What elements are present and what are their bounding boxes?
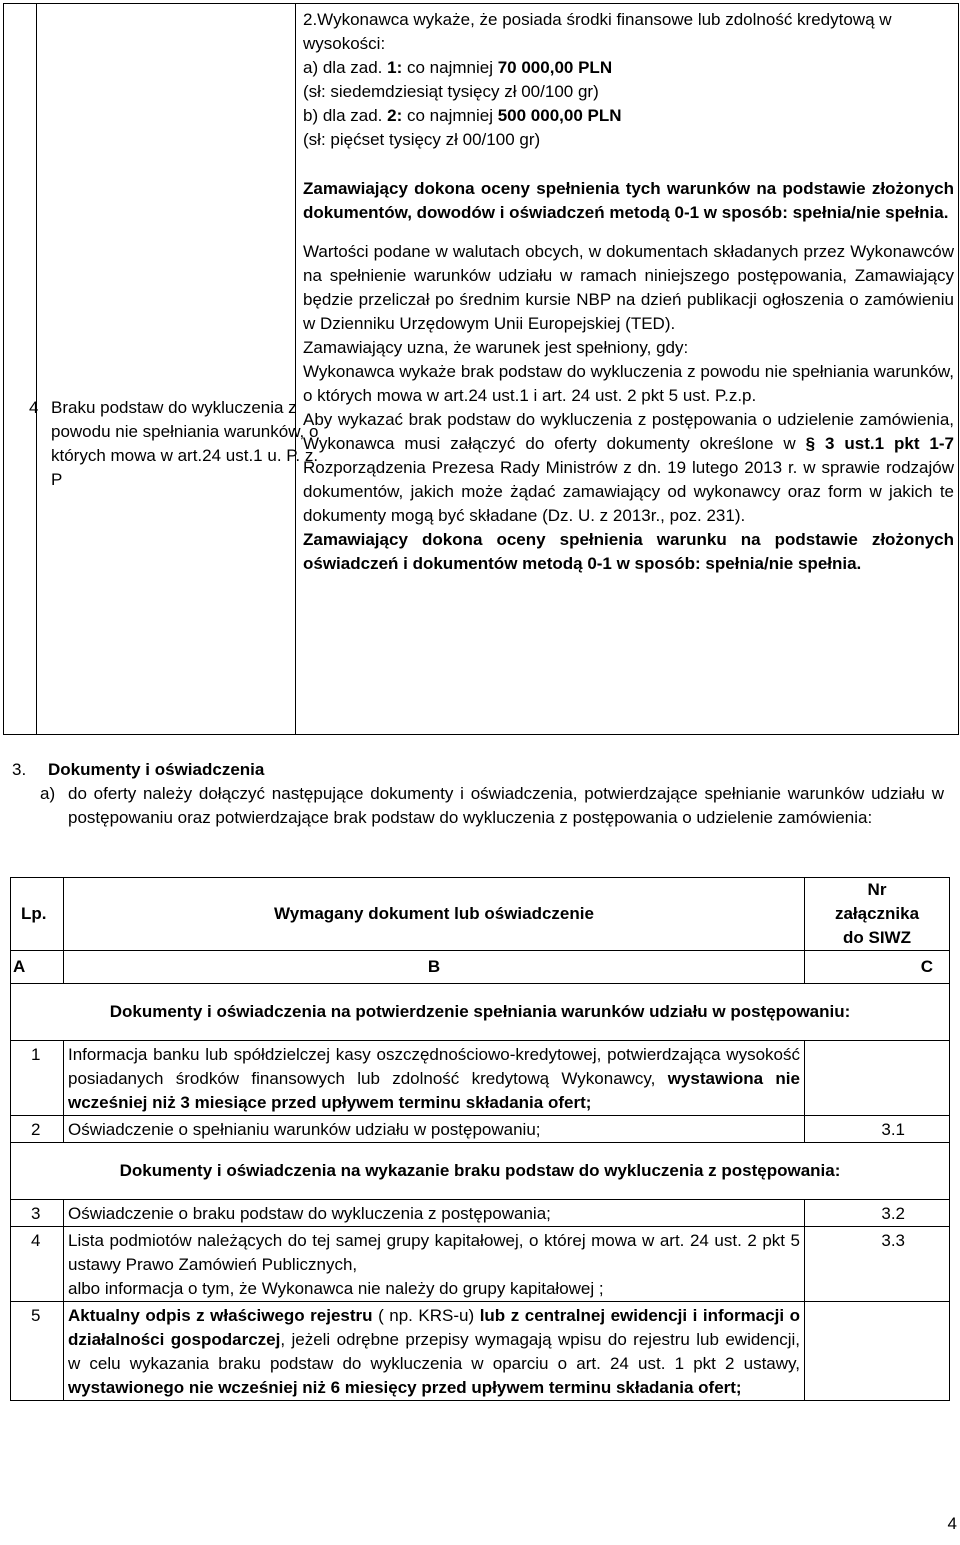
criteria-col-c [296, 4, 959, 735]
exclusion-condition: Wykonawca wykaże brak podstaw do wykluczenia z powodu nie spełniania warunków, o których mowa w art.24 ust.1 i art. 24 ust. 2 pkt 5 ust. P.z.p. [303, 362, 954, 405]
row4-label-block [29, 396, 331, 492]
section-3 [12, 758, 957, 830]
currency-note: Wartości podane w walutach obcych, w dokumentach składanych przez Wykonawców na spełnienie warunków udziału w ramach niniejszego postępowania, Zamawiający będzie przeliczał po średnim kursie NBP na dzień publikacji ogłoszenia o zamówieniu w Dzienniku Urzędowym Unii Europejskiej (TED). [303, 242, 954, 333]
letter-c: C [805, 951, 950, 984]
page-number: 4 [947, 1514, 957, 1533]
group2-row [11, 1143, 950, 1200]
row-annex: 3.1 [805, 1116, 950, 1143]
row-document: Lista podmiotów należących do tej samej grupy kapitałowej, o której mowa w art. 24 ust. 2 pkt 5 ustawy Prawo Zamówień Publicznych, albo informacja o tym, że Wykonawca nie należy do grupy kapitałowej ; [64, 1227, 805, 1302]
section-3-title: Dokumenty i oświadczenia [48, 760, 265, 779]
row-number: 3 [11, 1200, 64, 1227]
financial-b: b) dla zad. 2: co najmniej 500 000,00 PLN [303, 106, 622, 125]
table-row [11, 1116, 950, 1143]
financial-assessment: Zamawiający dokona oceny spełnienia tych warunków na podstawie złożonych dokumentów, dowodów i oświadczeń metodą 0-1 w sposób: spełnia/nie spełnia. [303, 179, 954, 222]
financial-a: a) dla zad. 1: co najmniej 70 000,00 PLN [303, 58, 613, 77]
group1-title: Dokumenty i oświadczenia na potwierdzenie spełniania warunków udziału w postępowaniu: [11, 984, 950, 1041]
financial-intro: 2.Wykonawca wykaże, że posiada środki finansowe lub zdolność kredytową w wysokości: [303, 10, 892, 53]
row4-number: 4 [29, 398, 39, 417]
group2-title: Dokumenty i oświadczenia na wykazanie braku podstaw do wykluczenia z postępowania: [11, 1143, 950, 1200]
row-annex [805, 1302, 950, 1401]
section-3-a-text: do oferty należy dołączyć następujące dokumenty i oświadczenia, potwierdzające spełnianie warunków udziału w postępowaniu oraz potwierdzające brak podstaw do wykluczenia z postępowania o udzielenie zamówienia: [68, 784, 944, 827]
row-annex [805, 1041, 950, 1116]
group1-row [11, 984, 950, 1041]
row-document: Oświadczenie o spełnianiu warunków udziału w postępowaniu; [64, 1116, 805, 1143]
row4-label: Braku podstaw do wykluczenia z powodu nie spełniania warunków, o których mowa w art.24 ust.1 u. P. z. P [51, 398, 319, 489]
criteria-table [3, 3, 959, 735]
header-lp: Lp. [11, 878, 64, 951]
table-row [11, 1041, 950, 1116]
exclusion-documents: Aby wykazać brak podstaw do wykluczenia z postępowania o udzielenie zamówienia, Wykonawca musi załączyć do oferty dokumenty określone w § 3 ust.1 pkt 1-7 Rozporządzenia Prezesa Rady Ministrów z dn. 19 lutego 2013 r. w sprawie rodzajów dokumentów, jakich może żądać zamawiający od wykonawcy oraz form w jakich te dokumenty mogą być składane (Dz. U. z 2013r., poz. 231). [303, 410, 954, 525]
row-document: Informacja banku lub spółdzielczej kasy oszczędnościowo-kredytowej, potwierdzająca wysokość posiadanych środków finansowych lub zdolność kredytową Wykonawcy, wystawiona nie wcześniej niż 3 miesiące przed upływem terminu składania ofert; [64, 1041, 805, 1116]
row-number: 5 [11, 1302, 64, 1401]
header-document: Wymagany dokument lub oświadczenie [64, 878, 805, 951]
criteria-col-b [29, 4, 319, 735]
table-row [11, 1200, 950, 1227]
documents-header-row [11, 878, 950, 951]
letter-a: A [11, 951, 64, 984]
row-number: 2 [11, 1116, 64, 1143]
row-annex: 3.2 [805, 1200, 950, 1227]
section-3-number: 3. [12, 760, 27, 779]
documents-table [10, 877, 950, 1401]
row-annex: 3.3 [805, 1227, 950, 1302]
row-number: 1 [11, 1041, 64, 1116]
header-annex: Nr załącznika do SIWZ [805, 878, 950, 951]
table-row [11, 1227, 950, 1302]
letter-b: B [64, 951, 805, 984]
row-document: Aktualny odpis z właściwego rejestru ( np. KRS-u) lub z centralnej ewidencji i informacji o działalności gospodarczej, jeżeli odrębne przepisy wymagają wpisu do rejestru lub ewidencji, w celu wykazania braku podstaw do wykluczenia w oparciu o art. 24 ust. 1 pkt 2 ustawy, wystawionego nie wcześniej niż 6 miesięcy przed upływem terminu składania ofert; [64, 1302, 805, 1401]
section-3-a-label: a) [40, 784, 56, 803]
exclusion-assessment: Zamawiający dokona oceny spełnienia warunku na podstawie złożonych oświadczeń i dokumentów metodą 0-1 w sposób: spełnia/nie spełnia. [303, 530, 954, 573]
exclusion-intro: Zamawiający uzna, że warunek jest spełniony, gdy: [303, 338, 689, 357]
row-document: Oświadczenie o braku podstaw do wykluczenia z postępowania; [64, 1200, 805, 1227]
criteria-col-a [4, 4, 37, 735]
financial-a-words: (sł: siedemdziesiąt tysięcy zł 00/100 gr) [303, 82, 599, 101]
documents-letter-row [11, 951, 950, 984]
financial-b-words: (sł: pięćset tysięcy zł 00/100 gr) [303, 130, 541, 149]
row-number: 4 [11, 1227, 64, 1302]
table-row [11, 1302, 950, 1401]
